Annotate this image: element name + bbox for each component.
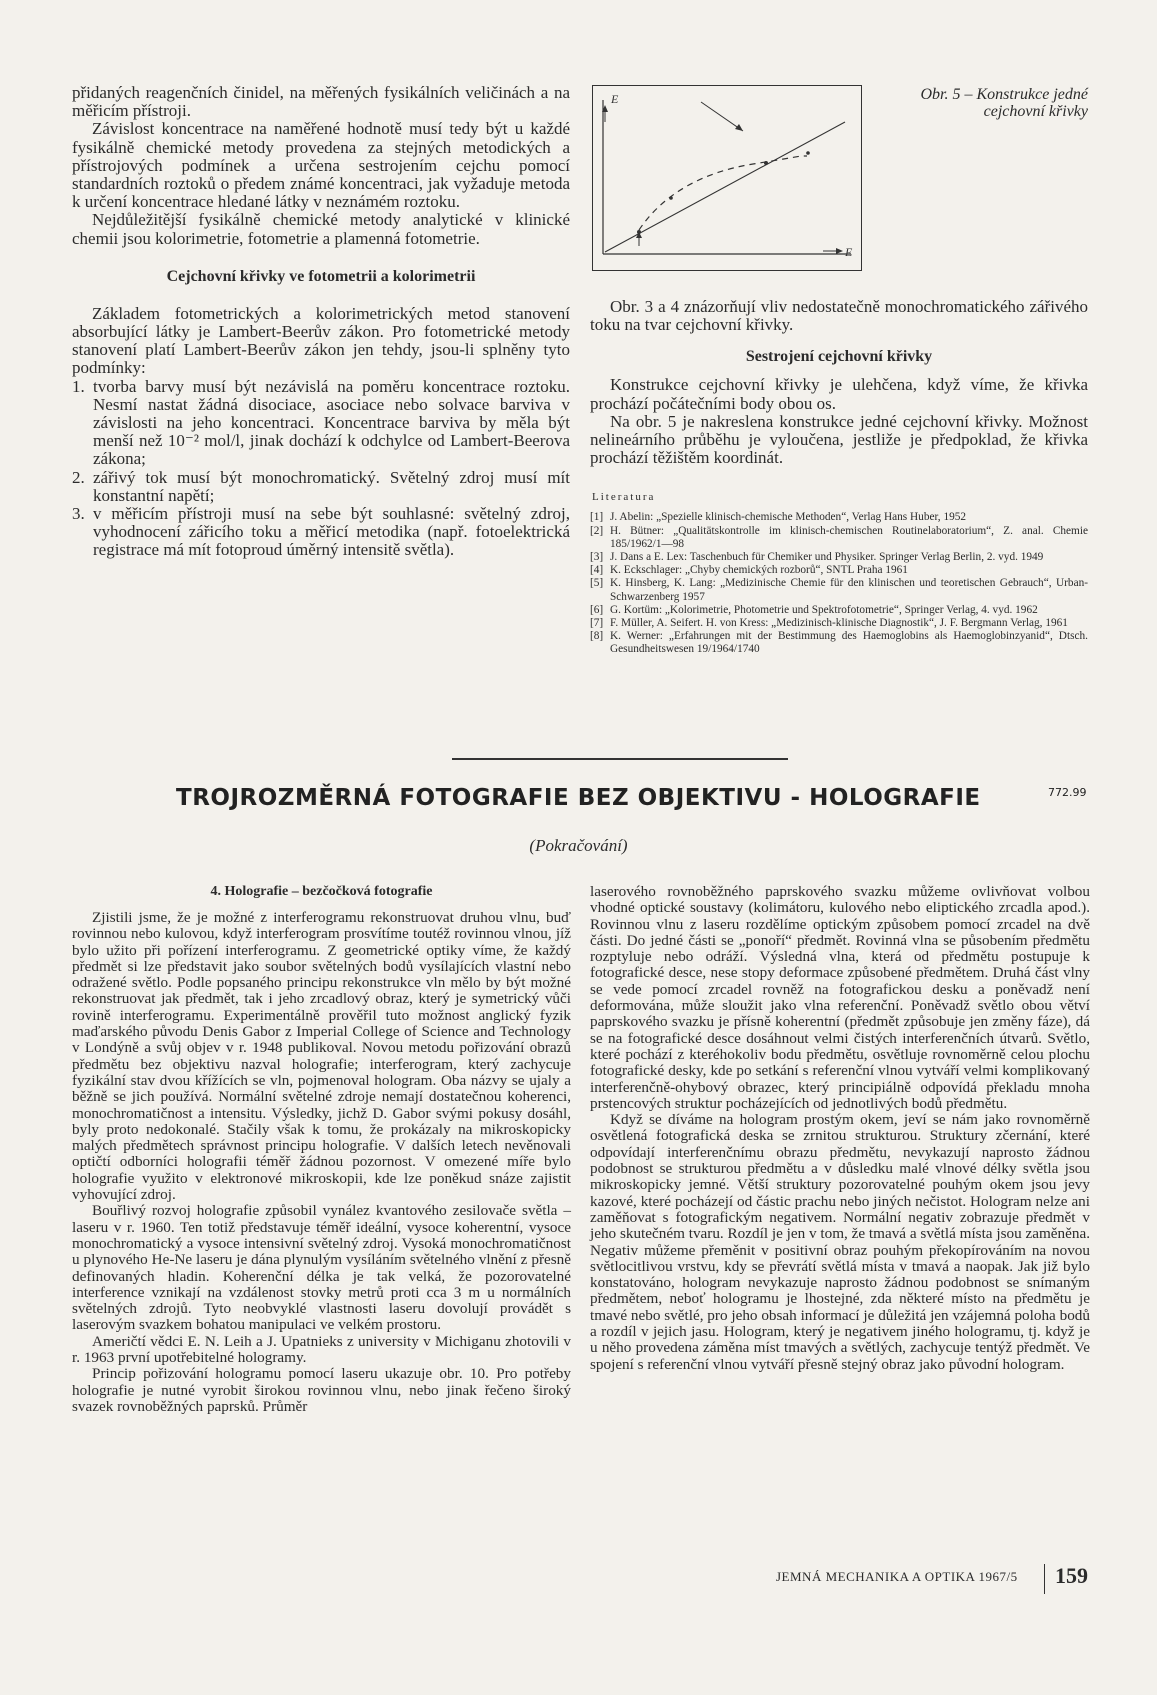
calibration-diagram <box>593 86 861 270</box>
continued-note: (Pokračování) <box>529 836 628 855</box>
literature-heading: Literatura <box>592 491 656 504</box>
paragraph: Zjistili jsme, že je možné z interferogramu rekonstruovat druhou vlnu, buď rovinnou nebo kulovou, když interferogram prosvítíme toutéž rovinnou vlnou, jíž bylo užito při pořízení interferogramu. Z geometrické optiky víme, že každý předmět si lze představit jako soubor světelných bodů vysílajících vlastní nebo odražené světlo. Podle popsaného principu rekonstrukce vln mělo by být možné rekonstruovat jak předmět, tak i jeho zrcadlový obraz, který je symetrický vůči rovině interferogramu. Experimentálně prověřil tuto možnost anglický fyzik maďarského původu Denis Gabor z Imperial College of Science and Technology v Londýně a svůj objev v r. 1948 publikoval. Novou metodu pořizování obrazů předmětu bez objektivu nazval holografie; interferogram, který zachycuje fyzikální stav dvou křížících se vln, pojmenoval hologram. Oba názvy se ujaly a běžně se jich používá. Normální světelné zdroje nemají dostatečnou koherenci, monochromatičnost a intensitu. Výsledky, jichž D. Gabor svými pokusy dosáhl, byly proto nedokonalé. Stačily však k tomu, že prokázaly na mikroskopicky malých předmětech správnost principu holografie. V dalších letech nevěnovali optičtí odborníci holografii téměř žádnou pozornost. V omezené míře bylo holografie využito v elektronové mikroskopii, kde lze poněkud snáze zajistit vyhovující zdroj. <box>72 909 571 1204</box>
classification-number: 772.99 <box>1048 786 1087 799</box>
left-bottom-column <box>72 884 571 1415</box>
reference-item: [7] F. Müller, A. Seifert. H. von Kress: „Medizinisch-klinische Diagnostik“, J. F. Bergmann Verlag, 1961 <box>590 617 1068 630</box>
paragraph: přidaných reagenčních činidel, na měřených fysikálních veličinách a na měřicím přístroji. <box>72 83 570 121</box>
journal-footer: JEMNÁ MECHANIKA A OPTIKA 1967/5 <box>776 1569 1018 1584</box>
data-point <box>806 151 810 155</box>
section-heading: Cejchovní křivky ve fotometrii a kolorimetrii <box>166 267 476 285</box>
x-axis-label: E <box>845 245 853 259</box>
y-axis-label: E <box>611 92 619 106</box>
paragraph: Závislost koncentrace na naměřené hodnotě musí tedy být u každé fysikálně chemické metody provedena za stejných metodických a přístrojových podmínek a určena sestrojením cejchu pomocí standardních roztoků o předem známé koncentraci, jak vyžaduje metoda k určení koncentrace hledané látky v neznámém roztoku. <box>72 119 570 212</box>
right-top-column <box>590 298 1088 657</box>
paragraph: Bouřlivý rozvoj holografie způsobil vynález kvantového zesilovače světla – laseru v r. 1960. Ten totiž představuje téměř ideální, vysoce koherentní, vysoce monochromatický a vysoce intensivní světelný zdroj. Vysoká monochromatičnost u plynového He-Ne laseru je dána plynulým vysíláním světelného vlnění z přesně definovaných hladin. Koherenční délka je tak velká, že pozorovatelné interference vznikají na vzdálenost stovky metrů proti cca 3 m u normálních světelných zdrojů. Tyto neobvyklé vlastnosti laseru dovolují provádět s laserovým svazkem bohatou manipulaci ve velkém prostoru. <box>72 1202 571 1334</box>
section-heading: 4. Holografie – bezčočková fotografie <box>210 884 433 899</box>
data-point <box>669 196 673 200</box>
reference-item: [5] K. Hinsberg, K. Lang: „Medizinische Chemie für den klinischen und teoretischen Gebrauch“, Urban-Schwarzenberg 1957 <box>590 577 1088 603</box>
paragraph: Na obr. 5 je nakreslena konstrukce jedné cejchovní křivky. Možnost nelineárního průběhu je vyloučena, jestliže je předpoklad, že křivka prochází těžištěm koordinát. <box>590 411 1088 468</box>
calibration-line <box>605 122 845 252</box>
paragraph: Princip pořizování hologramu pomocí laseru ukazuje obr. 10. Pro potřeby holografie je nutné vyrobit širokou rovinnou vlnu, nebo jinak řečeno široký svazek rovnoběžných paprsků. Průměr <box>72 1365 571 1415</box>
paragraph: Nejdůležitější fysikálně chemické metody analytické v klinické chemii jsou kolorimetrie, fotometrie a plamenná fotometrie. <box>72 210 570 248</box>
footer-divider <box>1044 1564 1045 1594</box>
reference-item: [6] G. Kortüm: „Kolorimetrie, Photometrie und Spektrofotometrie“, Springer Verlag, 4. vyd. 1962 <box>590 603 1038 616</box>
paragraph: Američtí vědci E. N. Leih a J. Upatnieks z university v Michiganu zhotovili v r. 1963 první upotřebitelné hologramy. <box>72 1332 571 1367</box>
list-item: 1. tvorba barvy musí být nezávislá na poměru koncentrace roztoku. Nesmí nastat žádná disociace, asociace nebo solvace barviva v závislosti na jeho koncentraci. Koncentrace barviva by měla být menší než 10⁻² mol/l, jinak dochází k odchylce od Lambert-Beerova zákona; <box>72 376 570 469</box>
calibration-figure <box>592 85 862 271</box>
data-point <box>764 161 768 165</box>
left-top-column <box>72 84 570 560</box>
references-list <box>590 511 1088 656</box>
reference-item: [8] K. Werner: „Erfahrungen mit der Bestimmung des Haemoglobins als Haemoglobinzyanid“, Dtsch. Gesundheitswesen 19/1964/1740 <box>590 630 1088 656</box>
list-item: 3. v měřicím přístroji musí na sebe být souhlasné: světelný zdroj, vyhodnocení zářicího toku a měřicí metodika (např. fotoelektrická registrace má mít fotoproud úměrný intensitě světla). <box>72 504 570 560</box>
article-title: TROJROZMĚRNÁ FOTOGRAFIE BEZ OBJEKTIVU - HOLOGRAFIE <box>176 785 981 811</box>
reference-item: [3] J. Dans a E. Lex: Taschenbuch für Chemiker und Physiker. Springer Verlag Berlin, 2. vyd. 1949 <box>590 551 1044 564</box>
divider <box>452 758 788 760</box>
paragraph: Základem fotometrických a kolorimetrických metod stanovení absorbující látky je Lambert-Beerův zákon. Pro fotometrické metody stanovení platí Lambert-Beerův zákon jen tehdy, jsou-li splněny tyto podmínky: <box>72 303 570 378</box>
section-heading: Sestrojení cejchovní křivky <box>745 348 933 366</box>
list-item: 2. zářivý tok musí být monochromatický. Světelný zdroj musí mít konstantní napětí; <box>72 467 570 505</box>
pointer-arrow-icon <box>735 124 743 131</box>
right-bottom-column <box>590 884 1090 1373</box>
figure-caption: Obr. 5 – Konstrukce jedné cejchovní křivky <box>920 86 1088 120</box>
x-arrow-head-icon <box>836 248 843 254</box>
measured-curve <box>639 156 807 230</box>
reference-item: [1] J. Abelin: „Spezielle klinisch-chemische Methoden“, Verlag Hans Huber, 1952 <box>590 511 967 524</box>
page-number: 159 <box>1055 1563 1088 1588</box>
conditions-list <box>72 378 570 560</box>
reference-item: [4] K. Eckschlager: „Chyby chemických rozborů“, SNTL Praha 1961 <box>590 564 908 577</box>
reference-item: [2] H. Bütner: „Qualitätskontrolle im klinisch-chemischen Routinelaboratorium“, Z. anal. Chemie 185/1962/1—98 <box>590 524 1088 550</box>
paragraph: laserového rovnoběžného paprskového svazku můžeme ovlivňovat volbou vhodné optické soustavy (kolimátoru, kulového nebo eliptického zrcadla apod.). Rovinnou vlnu z laseru rozdělíme optickým způsobem pomocí zrcadel na dvě části. Do jedné části se „ponoří“ předmět. Rovinná vlna se působením předmětu rozptyluje nebo odráží. Výsledná vlna, která od předmětu postupuje k fotografické desce, nese stopy deformace způsobené předmětem. Druhá část vlny se vede pomocí zrcadel rovněž na fotografickou desku a poněvadž není deformována, může sloužit jako vlna referenční. Poněvadž světlo obou větví paprskového svazku je přísně koherentní (předmět způsobuje jen změny fáze), dá se na fotografické desce dosáhnout velmi čistých interferenčních útvarů. Světlo, které pochází z kteréhokoliv bodu předmětu, osvětluje rovnoměrně celou plochu fotografické desky, kde po setkání s referenční vlnou vytváří velmi komplikovaný interferenčně-ohybový obrazec, který principiálně odpovídá překladu mnoha prstencových struktur pocházejících od jednotlivých bodů předmětu. <box>590 883 1090 1112</box>
pointer-line <box>701 102 743 131</box>
paragraph: Když se díváme na hologram prostým okem, jeví se nám jako rovnoměrně osvětlená fotografická deska se zrnitou strukturou. Struktury zčernání, které odpovídají interferenčnímu obrazu předmětu, nevykazují naprosto žádnou podobnost se strukturou předmětu a v důsledku malé vlnové délky světla jsou mikroskopicky jemné. Větší struktury pozorovatelné pouhým okem jsou jevy kazové, které pocházejí od částic prachu nebo jiných nečistot. Hologram nelze ani zaměňovat s fotografickým negativem. Normální negativ zobrazuje předmět v jeho skutečném tvaru. Rozdíl je jen v tom, že tmavá a světlá místa jsou zaměněna. Negativ můžeme přeměnit v positivní obraz pouhým překopírováním na novou světlocitlivou vrstvu, kdy se převrátí světlá místa v tmavá a naopak. Jak již bylo konstatováno, hologram nevykazuje naprosto žádnou podobnost se snímaným předmětem, neboť hologramu je lhostejné, zda některé místo na předmětu je tmavé nebo světlé, pro jeho obsah informací je důležitá jen vzájemná poloha bodů a rozdíl v jejich jasu. Hologram, který je negativem jiného hologramu, tj. když je u něho provedena záměna míst tmavých a světlých, zachycuje tentýž předmět. Ve spojení s referenční vlnou vytváří přesně stejný obraz jako původní hologram. <box>590 1111 1090 1373</box>
paragraph: Konstrukce cejchovní křivky je ulehčena, když víme, že křivka prochází počátečními body obou os. <box>590 375 1088 413</box>
paragraph: Obr. 3 a 4 znázorňují vliv nedostatečně monochromatického zářivého toku na tvar cejchovní křivky. <box>590 297 1088 335</box>
